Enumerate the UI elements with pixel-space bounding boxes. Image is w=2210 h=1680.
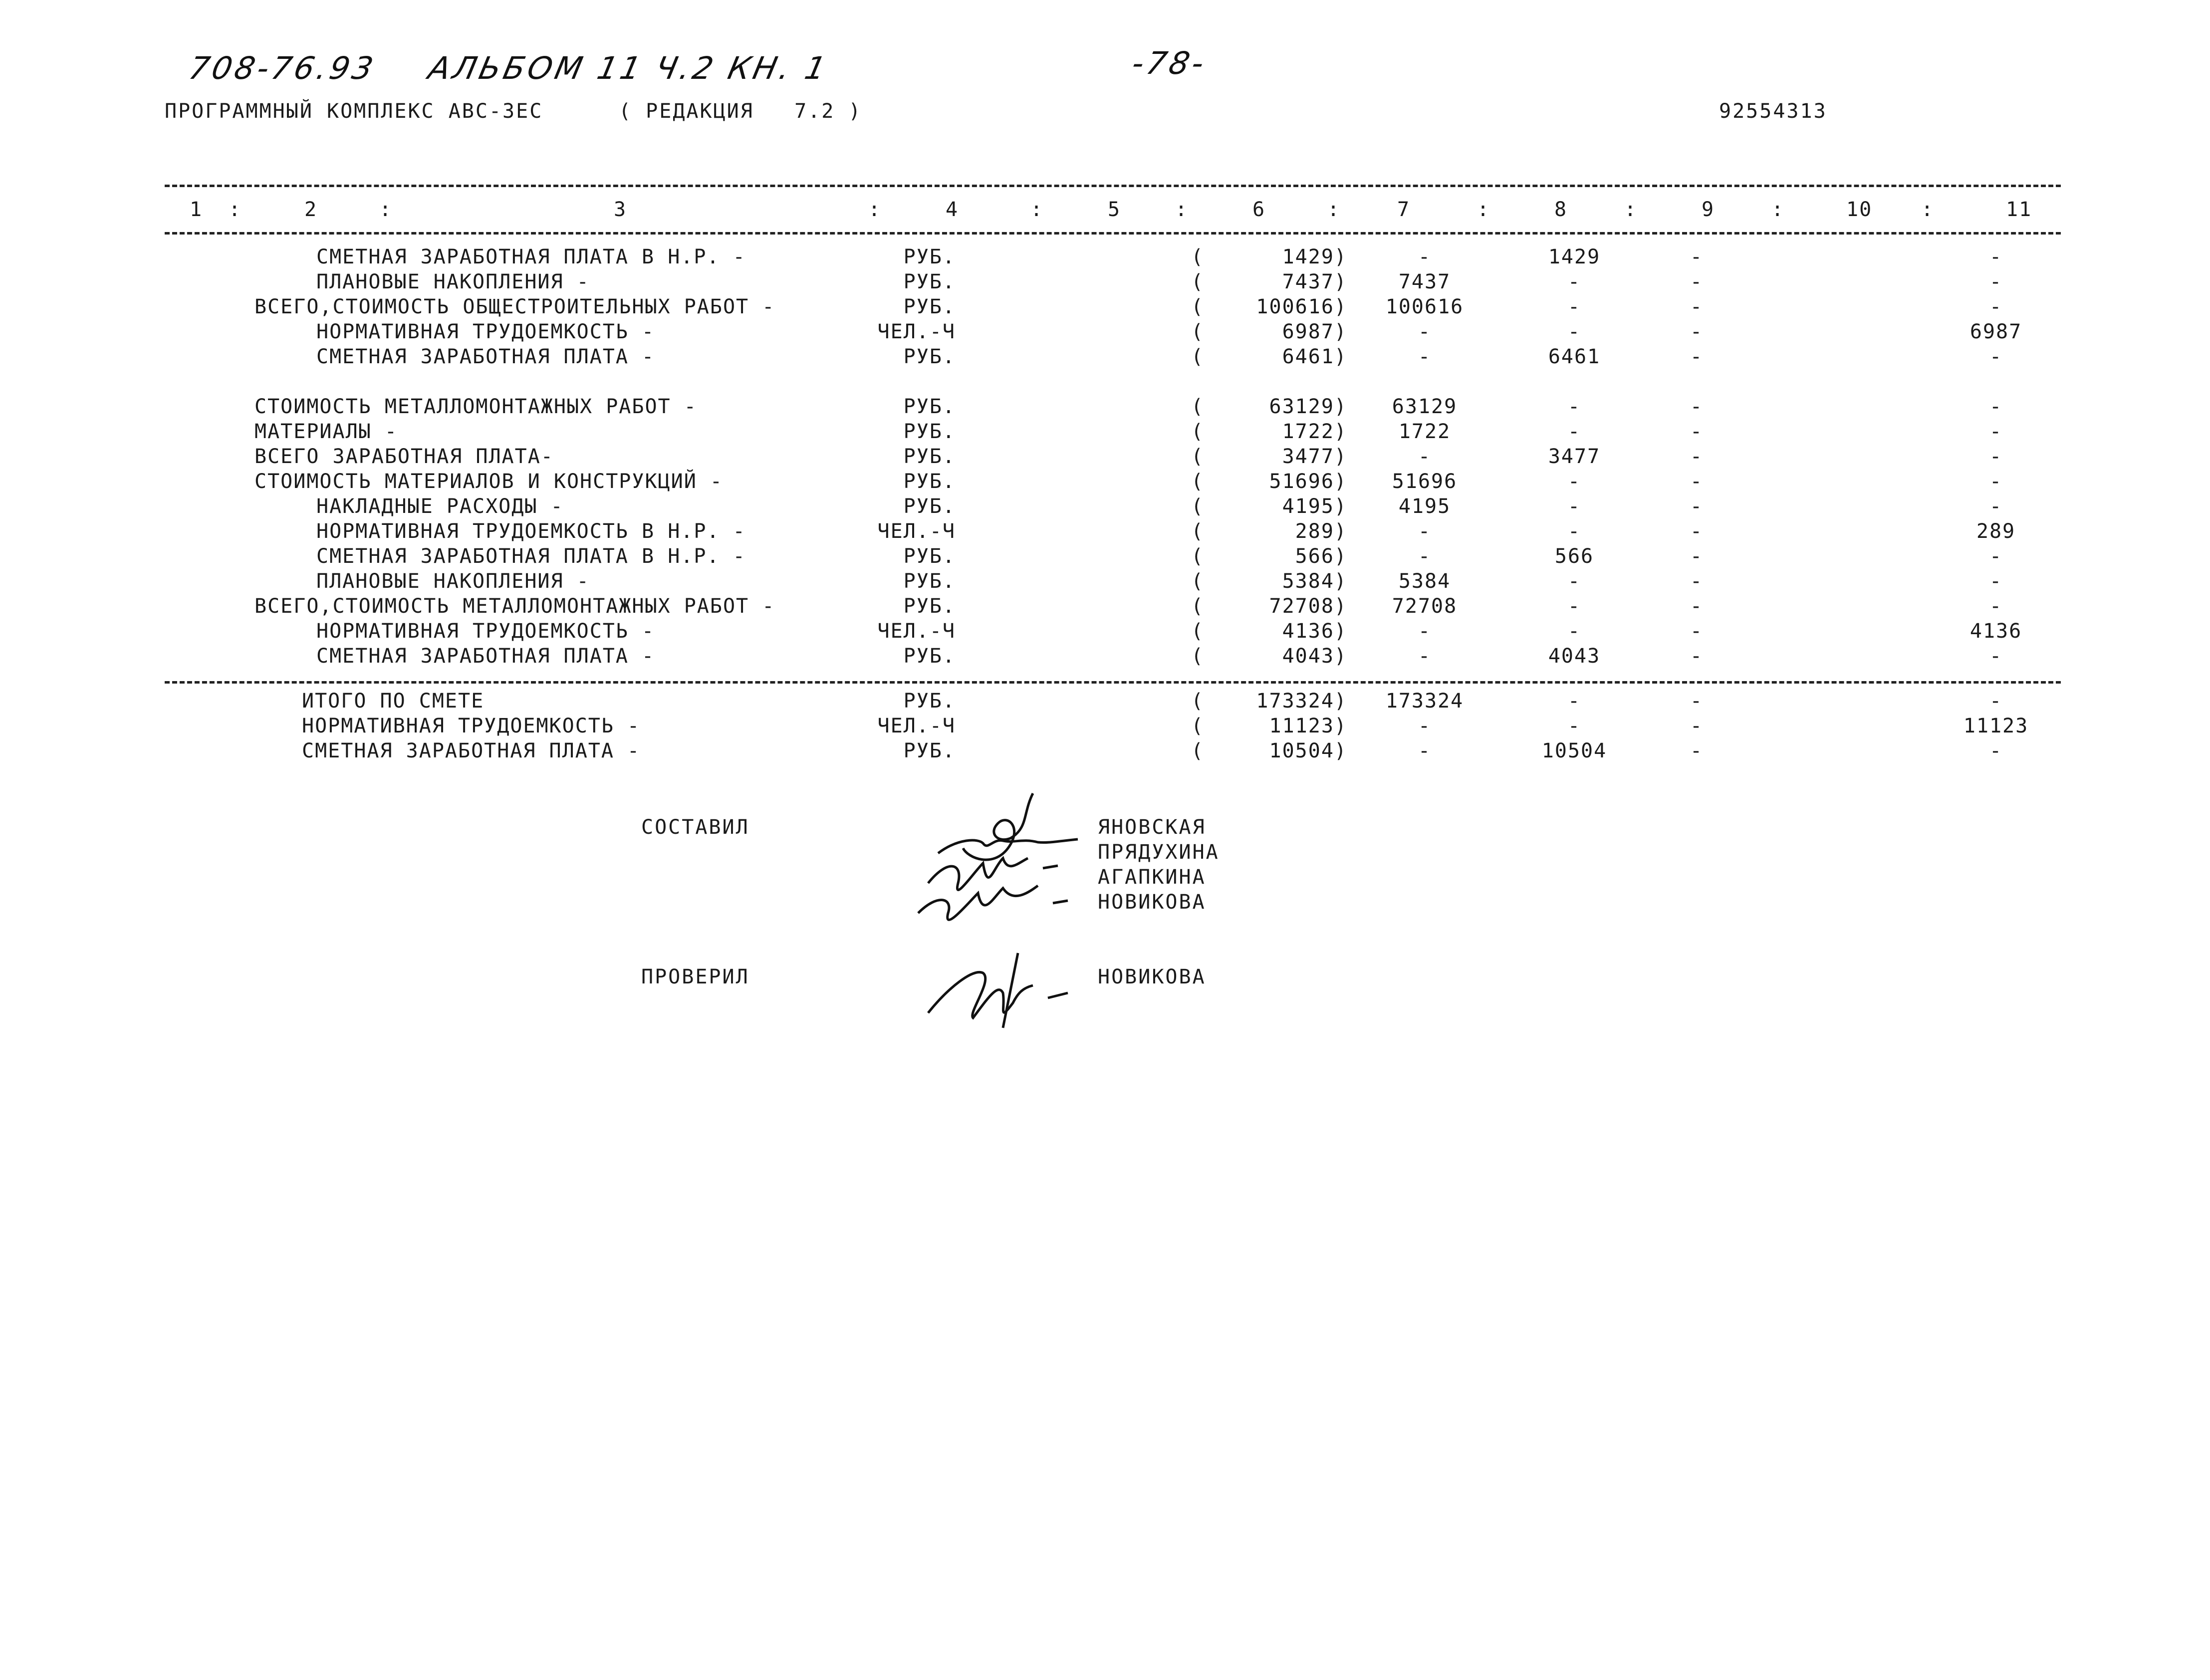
row-label: ВСЕГО,СТОИМОСТЬ ОБЩЕСТРОИТЕЛЬНЫХ РАБОТ - xyxy=(254,295,775,318)
row-col11: - xyxy=(1989,245,2003,268)
row-col7: 72708 xyxy=(1392,595,1458,618)
row-col7: 5384 xyxy=(1398,570,1451,593)
row-col8: - xyxy=(1567,715,1581,737)
row-col11: - xyxy=(1989,395,2003,418)
column-separator: : xyxy=(1327,198,1341,221)
row-col8: 1429 xyxy=(1548,245,1601,268)
column-separator: : xyxy=(1477,198,1490,221)
row-col6: ( 1429) xyxy=(1191,245,1347,268)
row-col11: - xyxy=(1989,645,2003,668)
row-col11: - xyxy=(1989,495,2003,518)
row-col11: - xyxy=(1989,270,2003,293)
row-col9: - xyxy=(1690,495,1704,518)
row-label: СМЕТНАЯ ЗАРАБОТНАЯ ПЛАТА В Н.Р. - xyxy=(316,545,746,568)
compiled-name-1: ЯНОВСКАЯ xyxy=(1098,816,1206,839)
row-col6: ( 4195) xyxy=(1191,495,1347,518)
row-col9: - xyxy=(1690,690,1704,713)
row-label: СМЕТНАЯ ЗАРАБОТНАЯ ПЛАТА В Н.Р. - xyxy=(316,245,746,268)
row-col7: - xyxy=(1418,715,1432,737)
row-unit: РУБ. xyxy=(903,495,956,518)
row-unit: РУБ. xyxy=(903,270,956,293)
row-col8: - xyxy=(1567,495,1581,518)
row-unit: РУБ. xyxy=(903,345,956,368)
signature-compiled-scribble xyxy=(908,783,1098,943)
row-unit: РУБ. xyxy=(903,739,956,762)
row-label: ПЛАНОВЫЕ НАКОПЛЕНИЯ - xyxy=(316,570,590,593)
row-col11: - xyxy=(1989,690,2003,713)
row-unit: РУБ. xyxy=(903,420,956,443)
compiled-label: СОСТАВИЛ xyxy=(641,816,749,839)
row-col6: ( 72708) xyxy=(1191,595,1347,618)
column-header-10: 10 xyxy=(1846,198,1873,221)
row-col9: - xyxy=(1690,645,1704,668)
checked-label: ПРОВЕРИЛ xyxy=(641,965,749,988)
row-col9: - xyxy=(1690,395,1704,418)
checked-name: НОВИКОВА xyxy=(1098,965,1206,988)
row-col8: 566 xyxy=(1554,545,1594,568)
row-col6: ( 173324) xyxy=(1191,690,1347,713)
row-col7: 1722 xyxy=(1398,420,1451,443)
row-col6: ( 100616) xyxy=(1191,295,1347,318)
row-col6: ( 3477) xyxy=(1191,445,1347,468)
row-col11: - xyxy=(1989,595,2003,618)
row-col7: 7437 xyxy=(1398,270,1451,293)
row-col7: - xyxy=(1418,320,1432,343)
column-separator: : xyxy=(1175,198,1189,221)
row-col8: - xyxy=(1567,395,1581,418)
column-header-3: 3 xyxy=(614,198,627,221)
row-label: ИТОГО ПО СМЕТЕ xyxy=(302,690,485,713)
row-col7: 51696 xyxy=(1392,470,1458,493)
row-label: ВСЕГО,СТОИМОСТЬ МЕТАЛЛОМОНТАЖНЫХ РАБОТ - xyxy=(254,595,775,618)
row-col6: ( 4043) xyxy=(1191,645,1347,668)
row-unit: РУБ. xyxy=(903,295,956,318)
row-col8: - xyxy=(1567,270,1581,293)
row-col11: - xyxy=(1989,470,2003,493)
row-col11: - xyxy=(1989,545,2003,568)
row-col11: 11123 xyxy=(1963,715,2029,737)
row-unit: ЧЕЛ.-Ч xyxy=(877,520,956,543)
row-col7: - xyxy=(1418,620,1432,643)
row-col8: - xyxy=(1567,595,1581,618)
column-header-11: 11 xyxy=(2006,198,2032,221)
row-col9: - xyxy=(1690,545,1704,568)
row-col7: - xyxy=(1418,520,1432,543)
row-col6: ( 10504) xyxy=(1191,739,1347,762)
row-col6: ( 11123) xyxy=(1191,715,1347,737)
row-col9: - xyxy=(1690,570,1704,593)
row-label: СМЕТНАЯ ЗАРАБОТНАЯ ПЛАТА - xyxy=(302,739,641,762)
row-col11: 289 xyxy=(1976,520,2016,543)
row-unit: РУБ. xyxy=(903,545,956,568)
row-col8: - xyxy=(1567,570,1581,593)
row-col6: ( 4136) xyxy=(1191,620,1347,643)
row-col9: - xyxy=(1690,345,1704,368)
column-header-4: 4 xyxy=(946,198,959,221)
row-col9: - xyxy=(1690,245,1704,268)
row-label: НАКЛАДНЫЕ РАСХОДЫ - xyxy=(316,495,564,518)
row-col8: 3477 xyxy=(1548,445,1601,468)
row-col11: 4136 xyxy=(1969,620,2022,643)
column-separator: : xyxy=(1921,198,1935,221)
row-col9: - xyxy=(1690,520,1704,543)
row-col7: - xyxy=(1418,545,1432,568)
row-label: ПЛАНОВЫЕ НАКОПЛЕНИЯ - xyxy=(316,270,590,293)
row-col8: - xyxy=(1567,420,1581,443)
column-separator: : xyxy=(379,198,393,221)
row-col11: - xyxy=(1989,739,2003,762)
program-name: ПРОГРАММНЫЙ КОМПЛЕКС АВС-ЗЕС xyxy=(165,100,543,123)
row-col9: - xyxy=(1690,445,1704,468)
row-unit: РУБ. xyxy=(903,595,956,618)
signature-checked-scribble xyxy=(918,938,1083,1038)
compiled-name-2: ПРЯДУХИНА xyxy=(1098,841,1220,864)
doc-code: 708-76.93 xyxy=(186,50,379,86)
row-col11: - xyxy=(1989,570,2003,593)
row-unit: РУБ. xyxy=(903,645,956,668)
row-col6: ( 289) xyxy=(1191,520,1347,543)
row-unit: РУБ. xyxy=(903,470,956,493)
row-col7: - xyxy=(1418,739,1432,762)
row-label: СТОИМОСТЬ МЕТАЛЛОМОНТАЖНЫХ РАБОТ - xyxy=(254,395,697,418)
row-col8: - xyxy=(1567,295,1581,318)
row-label: ВСЕГО ЗАРАБОТНАЯ ПЛАТА- xyxy=(254,445,554,468)
compiled-name-3: АГАПКИНА xyxy=(1098,866,1206,889)
row-label: МАТЕРИАЛЫ - xyxy=(254,420,398,443)
row-col9: - xyxy=(1690,470,1704,493)
row-col6: ( 6987) xyxy=(1191,320,1347,343)
column-header-6: 6 xyxy=(1252,198,1266,221)
row-unit: РУБ. xyxy=(903,690,956,713)
row-label: НОРМАТИВНАЯ ТРУДОЕМКОСТЬ - xyxy=(316,620,655,643)
album-label: АЛЬБОМ 11 Ч.2 КН. 1 xyxy=(425,50,832,86)
row-label: НОРМАТИВНАЯ ТРУДОЕМКОСТЬ В Н.Р. - xyxy=(316,520,746,543)
document-id: 92554313 xyxy=(1719,100,1827,123)
column-header-2: 2 xyxy=(304,198,318,221)
row-col7: - xyxy=(1418,645,1432,668)
column-header-7: 7 xyxy=(1397,198,1411,221)
program-edition: ( РЕДАКЦИЯ 7.2 ) xyxy=(619,100,862,123)
row-col11: 6987 xyxy=(1969,320,2022,343)
row-unit: РУБ. xyxy=(903,570,956,593)
row-col8: - xyxy=(1567,520,1581,543)
row-col7: 100616 xyxy=(1385,295,1464,318)
row-label: НОРМАТИВНАЯ ТРУДОЕМКОСТЬ - xyxy=(302,715,641,737)
row-unit: РУБ. xyxy=(903,245,956,268)
row-col6: ( 6461) xyxy=(1191,345,1347,368)
row-col9: - xyxy=(1690,739,1704,762)
column-separator: : xyxy=(1030,198,1044,221)
column-header-9: 9 xyxy=(1702,198,1715,221)
row-col9: - xyxy=(1690,295,1704,318)
row-col11: - xyxy=(1989,295,2003,318)
row-label: СТОИМОСТЬ МАТЕРИАЛОВ И КОНСТРУКЦИЙ - xyxy=(254,470,723,493)
row-col9: - xyxy=(1690,270,1704,293)
column-header-5: 5 xyxy=(1108,198,1121,221)
column-separator: : xyxy=(229,198,242,221)
row-col8: 6461 xyxy=(1548,345,1601,368)
row-col9: - xyxy=(1690,715,1704,737)
row-col6: ( 51696) xyxy=(1191,470,1347,493)
row-col9: - xyxy=(1690,320,1704,343)
row-unit: РУБ. xyxy=(903,445,956,468)
column-separator: : xyxy=(1771,198,1785,221)
row-col8: - xyxy=(1567,620,1581,643)
column-separator: : xyxy=(1624,198,1638,221)
row-unit: РУБ. xyxy=(903,395,956,418)
row-col8: 10504 xyxy=(1541,739,1607,762)
row-col11: - xyxy=(1989,420,2003,443)
totals-rule xyxy=(165,681,2061,684)
row-col7: - xyxy=(1418,445,1432,468)
table-header-rule xyxy=(165,232,2061,235)
row-unit: ЧЕЛ.-Ч xyxy=(877,320,956,343)
row-col6: ( 1722) xyxy=(1191,420,1347,443)
row-unit: ЧЕЛ.-Ч xyxy=(877,715,956,737)
row-col6: ( 7437) xyxy=(1191,270,1347,293)
row-col7: 63129 xyxy=(1392,395,1458,418)
row-col6: ( 63129) xyxy=(1191,395,1347,418)
row-label: СМЕТНАЯ ЗАРАБОТНАЯ ПЛАТА - xyxy=(316,645,655,668)
row-col7: 4195 xyxy=(1398,495,1451,518)
row-col7: - xyxy=(1418,245,1432,268)
row-col8: - xyxy=(1567,470,1581,493)
row-col7: 173324 xyxy=(1385,690,1464,713)
row-col8: 4043 xyxy=(1548,645,1601,668)
row-col9: - xyxy=(1690,620,1704,643)
column-header-1: 1 xyxy=(190,198,203,221)
row-col9: - xyxy=(1690,420,1704,443)
row-col11: - xyxy=(1989,345,2003,368)
row-col8: - xyxy=(1567,690,1581,713)
row-unit: ЧЕЛ.-Ч xyxy=(877,620,956,643)
column-separator: : xyxy=(868,198,882,221)
row-col8: - xyxy=(1567,320,1581,343)
row-label: НОРМАТИВНАЯ ТРУДОЕМКОСТЬ - xyxy=(316,320,655,343)
column-header-8: 8 xyxy=(1554,198,1568,221)
row-label: СМЕТНАЯ ЗАРАБОТНАЯ ПЛАТА - xyxy=(316,345,655,368)
row-col9: - xyxy=(1690,595,1704,618)
row-col6: ( 5384) xyxy=(1191,570,1347,593)
page-number: -78- xyxy=(1129,45,1211,81)
row-col7: - xyxy=(1418,345,1432,368)
row-col6: ( 566) xyxy=(1191,545,1347,568)
table-top-rule xyxy=(165,185,2061,187)
row-col11: - xyxy=(1989,445,2003,468)
compiled-name-4: НОВИКОВА xyxy=(1098,891,1206,914)
